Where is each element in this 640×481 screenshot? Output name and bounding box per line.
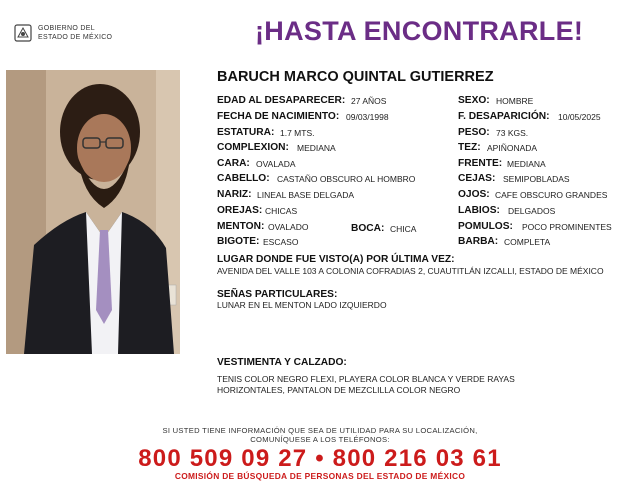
last-seen-label: LUGAR DONDE FUE VISTO(A) POR ÚLTIMA VEZ: xyxy=(217,254,455,265)
lips-label: LABIOS: xyxy=(458,205,500,216)
sex-label: SEXO: xyxy=(458,95,490,106)
sex-value: HOMBRE xyxy=(496,96,534,106)
ears-label: OREJAS: xyxy=(217,205,263,216)
birth-date-label: FECHA DE NACIMIENTO: xyxy=(217,111,340,122)
hair-value: CASTAÑO OBSCURO AL HOMBRO xyxy=(277,174,416,184)
eyebrows-value: SEMIPOBLADAS xyxy=(503,174,570,184)
government-name-line2: ESTADO DE MÉXICO xyxy=(38,34,113,41)
government-name-line1: GOBIERNO DEL xyxy=(38,25,95,32)
disappearance-date-label: F. DESAPARICIÓN: xyxy=(458,111,550,122)
lips-value: DELGADOS xyxy=(508,206,556,216)
contact-instructions-line1: SI USTED TIENE INFORMACIÓN QUE SEA DE UTILIDAD PARA SU LOCALIZACIÓN, xyxy=(162,426,478,435)
person-photo-illustration xyxy=(6,70,180,354)
beard-label: BARBA: xyxy=(458,236,499,247)
contact-instructions-line2: COMUNÍQUESE A LOS TELÉFONOS: xyxy=(250,435,390,444)
forehead-label: FRENTE: xyxy=(458,158,503,169)
distinguishing-marks-label: SEÑAS PARTICULARES: xyxy=(217,289,338,300)
birth-date-value: 09/03/1998 xyxy=(346,112,389,122)
banner-title: ¡HASTA ENCONTRARLE! xyxy=(255,16,584,46)
nose-label: NARIZ: xyxy=(217,189,252,200)
mouth-value: CHICA xyxy=(390,224,417,234)
clothing-value: TENIS COLOR NEGRO FLEXI, PLAYERA COLOR BLANCA Y VERDE RAYAS HORIZONTALES, PANTALON DE MEZCLILLA COLOR NEGRO xyxy=(217,374,515,395)
height-value: 1.7 MTS. xyxy=(280,128,315,138)
complexion-tone-label: TEZ: xyxy=(458,142,481,153)
eyes-label: OJOS: xyxy=(458,189,490,200)
government-logo xyxy=(12,22,132,46)
commission-name: COMISIÓN DE BÚSQUEDA DE PERSONAS DEL ESTADO DE MÉXICO xyxy=(174,471,466,481)
phone-numbers[interactable]: 800 509 09 27 • 800 216 03 61 xyxy=(138,445,502,472)
eyes-value: CAFE OBSCURO GRANDES xyxy=(495,190,608,200)
hair-label: CABELLO: xyxy=(217,173,270,184)
face-value: OVALADA xyxy=(256,159,296,169)
distinguishing-marks-value: LUNAR EN EL MENTON LADO IZQUIERDO xyxy=(217,300,387,310)
age-label: EDAD AL DESAPARECER: xyxy=(217,95,346,106)
last-seen-value: AVENIDA DEL VALLE 103 A COLONIA COFRADIAS 2, CUAUTITLÁN IZCALLI, ESTADO DE MÉXICO xyxy=(217,266,604,276)
cheekbones-label: POMULOS: xyxy=(458,221,513,232)
build-label: COMPLEXION: xyxy=(217,142,289,153)
complexion-tone-value: APIÑONADA xyxy=(487,143,538,153)
chin-label: MENTON: xyxy=(217,221,265,232)
coat-of-arms-icon xyxy=(12,22,34,44)
mustache-value: ESCASO xyxy=(263,237,299,247)
person-photo xyxy=(6,70,180,354)
age-value: 27 AÑOS xyxy=(351,96,387,106)
chin-value: OVALADO xyxy=(268,222,309,232)
mouth-label: BOCA: xyxy=(351,223,385,234)
eyebrows-label: CEJAS: xyxy=(458,173,496,184)
weight-value: 73 KGS. xyxy=(496,128,529,138)
beard-value: COMPLETA xyxy=(504,237,551,247)
disappearance-date-value: 10/05/2025 xyxy=(558,112,601,122)
ears-value: CHICAS xyxy=(265,206,298,216)
nose-value: LINEAL BASE DELGADA xyxy=(257,190,355,200)
contact-instructions xyxy=(0,426,640,444)
weight-label: PESO: xyxy=(458,127,490,138)
cheekbones-value: POCO PROMINENTES xyxy=(522,222,612,232)
build-value: MEDIANA xyxy=(297,143,336,153)
clothing-label: VESTIMENTA Y CALZADO: xyxy=(217,357,347,368)
person-name: BARUCH MARCO QUINTAL GUTIERREZ xyxy=(217,69,494,85)
mustache-label: BIGOTE: xyxy=(217,236,260,247)
height-label: ESTATURA: xyxy=(217,127,275,138)
forehead-value: MEDIANA xyxy=(507,159,546,169)
face-label: CARA: xyxy=(217,158,250,169)
